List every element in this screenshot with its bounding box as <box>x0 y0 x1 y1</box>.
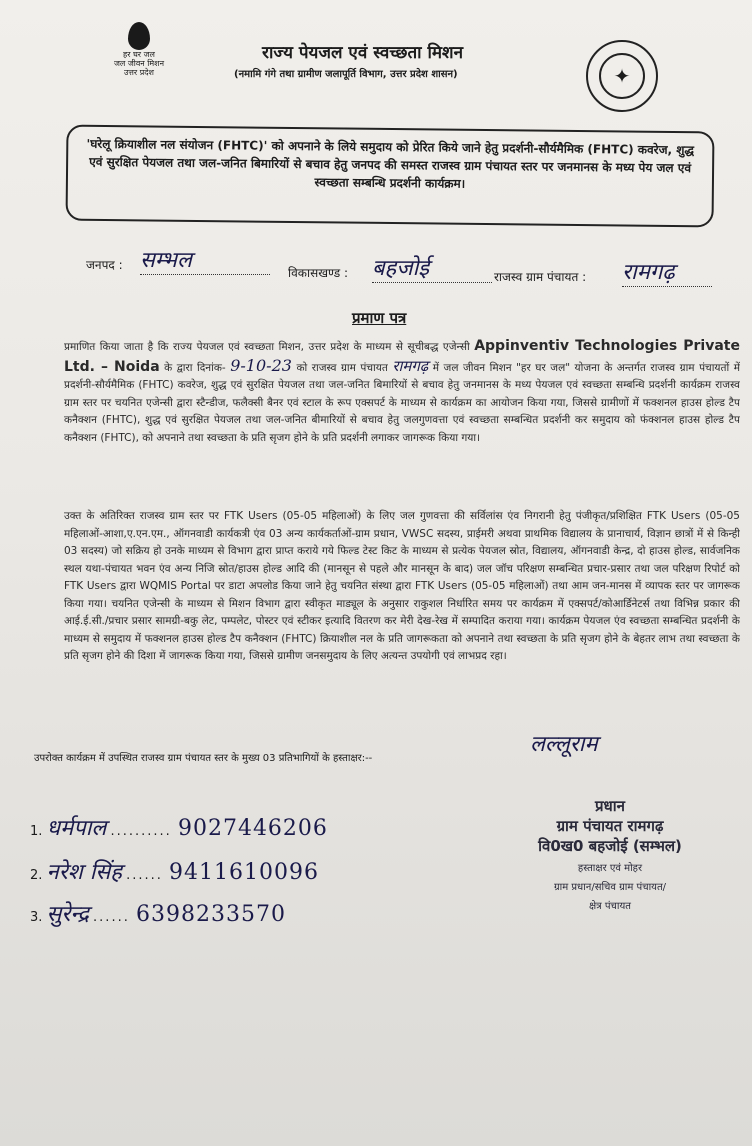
participants-intro: उपरोक्त कार्यक्रम में उपस्थित राजस्व ग्राम पंचायत स्तर के मुख्य 03 प्रतिभागियों के हस्ताक्षर:-- <box>34 753 373 764</box>
para1-intro: प्रमाणित किया जाता है कि राज्य पेयजल एवं स्वच्छता मिशन, उत्तर प्रदेश के माध्यम से सूचीबद्ध एजेन्सी <box>64 341 470 353</box>
participant-number: 3. <box>30 910 43 925</box>
paragraph-1 <box>64 338 740 508</box>
participant-row: 2. नरेश सिंह ...... 9411610096 <box>30 860 320 885</box>
certificate-title: प्रमाण पत्र <box>352 309 407 327</box>
state-seal <box>586 40 658 112</box>
logo-subtext-2: उत्तर प्रदेश <box>124 68 154 77</box>
signature-text: लल्लूराम <box>530 732 598 757</box>
village-value: रामगढ़ <box>622 256 712 287</box>
district-value: सम्भल <box>140 244 270 275</box>
participant-row: 3. सुरेन्द्र ...... 6398233570 <box>30 902 286 927</box>
village-handwritten: रामगढ़ <box>392 356 429 375</box>
participant-signature: सुरेन्द्र <box>46 902 89 927</box>
stamp-caption-2: ग्राम प्रधान/सचिव ग्राम पंचायत/ <box>553 882 667 893</box>
participant-signature: धर्मपाल <box>46 816 107 841</box>
logo-subtext: जल जीवन मिशन <box>113 59 165 68</box>
para1-rest: में जल जीवन मिशन "हर घर जल" योजना के अन्तर्गत राजस्व ग्राम पंचायतों में प्रदर्शनी-सौर्यमैमिक (FHTC) कवरेज, शुद्ध एवं सुरक्षित पेयजल तथा जल-जनित बिमारियों से बचाव हेतु जनमानस के मध्य पेयजल एवं स्वच्छता सम्बन्धि प्रदर्शनी कार्यक्रम राजस्व ग्राम स्तर पर चयनित एजेन्सी द्वारा स्टैन्डीज, फलैक्सी बैनर एवं स्टाल के रूप एक्सपर्ट के माध्यम से कार्यक्रम का आयोजन किया गया, जिससे ग्रामीणों में फक्शनल हाउस होल्ड टैप कनैक्शन (FHTC), शुद्ध एवं सुरक्षित पेयजल तथा जल-जनित बीमारियों से बचाव हेतु जलगुणवत्ता एवं स्वच्छता सम्बन्धित प्रदर्शनी कर समुदाय को फंक्शनल हाउस होल्ड टैप कनैक्शन (FHTC), को अपनाने तथा स्वच्छता के प्रति सृजग होने के प्रति प्रदर्शनी लगाकर जागरूक किया गया। <box>64 361 740 444</box>
participant-phone: 6398233570 <box>135 902 286 927</box>
logo-text: हर घर जल <box>123 50 155 59</box>
pradhan-signature <box>530 728 598 758</box>
stamp-title: प्रधान <box>595 797 625 815</box>
participant-number: 2. <box>30 868 43 883</box>
panchayat-stamp <box>506 796 714 913</box>
program-description-box: 'घरेलू क्रियाशील नल संयोजन (FHTC)' को अपनाने के लिये समुदाय को प्रेरित किये जाने हेतु प्रदर्शनी-सौर्यमैमिक (FHTC) कवरेज, शुद्ध एवं सुरक्षित पेयजल तथा जल-जनित बिमारियों से बचाव हेतु जनपद की समस्त राजस्व ग्राम पंचायत स्तर पर जनमानस के मध्य पेय जल एवं स्वच्छता सम्बन्धि प्रदर्शनी कार्यक्रम। <box>66 125 715 228</box>
program-date: 9-10-23 <box>230 355 292 375</box>
header-subtitle: (नमामि गंगे तथा ग्रामीण जलापूर्ति विभाग, उत्तर प्रदेश शासन) <box>234 69 458 80</box>
stamp-caption-3: क्षेत्र पंचायत <box>589 901 631 912</box>
har-ghar-jal-logo <box>104 22 174 77</box>
para1-date-prefix: के द्वारा दिनांक- <box>164 361 226 374</box>
header-title: राज्य पेयजल एवं स्वच्छता मिशन <box>262 43 464 63</box>
agency-name: Appinventiv Technologies Private Ltd. – Noida <box>64 338 740 375</box>
village-label: राजस्व ग्राम पंचायत : <box>494 270 587 284</box>
water-drop-icon <box>128 22 150 50</box>
para1-panchayat-prefix: को राजस्व ग्राम पंचायत <box>296 361 388 374</box>
district-label: जनपद : <box>86 258 123 272</box>
stamp-caption-1: हस्ताक्षर एवं मोहर <box>577 863 643 874</box>
seal-emblem-icon: ✦ <box>599 53 645 99</box>
stamp-line-2: वि0ख0 बहजोई (सम्भल) <box>538 837 682 855</box>
participant-phone: 9411610096 <box>169 860 320 885</box>
paragraph-2: उक्त के अतिरिक्त राजस्व ग्राम स्तर पर FTK Users (05-05 महिलाओं) के लिए जल गुणवत्ता की सर्विलांस एंव निगरानी हेतु पंजीकृत/प्रशिक्षित FTK Users (05-05 महिलाओं-आशा,ए.एन.एम., ऑगनवाडी कार्यकत्री एंव 03 अन्य कार्यकर्ताओं-ग्राम प्रधान, VWSC सदस्य, प्राईमरी अथवा प्राथमिक विद्यालय के प्रानाचार्य, विज्ञान छात्रों में से किन्ही 03 सदस्य) जो सक्रिय हो उनके माध्यम से विभाग द्वारा प्राप्त कराये गये फिल्ड टेस्ट किट के माध्यम से प्रत्येक पेयजल स्रोत, विद्यालय, ऑगनवाडी केन्द्र, दो हाउस होल्ड, सार्वजनिक स्थल यथा-पंचायत भवन एंव अन्य निजि स्रोत/हाउस होल्ड आदि की (मानसून से पहले और मानसून के बाद) जल जॉच परिक्षण सम्बन्धित प्रचार-प्रसार तथा जल परिक्षण रिपोर्ट को FTK Users द्वारा WQMIS Portal पर डाटा अपलोड किया जाने हेतु चयनित संस्था द्वारा FTK Users (05-05 महिलाओं) तथा आम जन-मानस में व्यापक स्तर पर जागरूक किया गया। चयनित एजेन्सी के माध्यम से मिशन विभाग द्वारा स्वीकृत माड्यूल के अनुसार राकुशल निर्धारित समय पर कार्यक्रम में एक्सपर्ट/कोआर्डिनेटर्स तथा विभिन्न प्रकार की आई.ई.सी./प्रचार प्रसार सामग्री-बकु लेट, पम्पलेट, पोस्टर एवं स्टीकर इत्यादि वितरण कर मेरी देख-रेख में सम्पादित कराया गया। कार्यक्रम पेयजल एंव स्वच्छता सम्बन्धित प्रदर्शनी के माध्यम से समुदाय में फक्शनल हाउस होल्ड टैप कनैक्शन (FHTC) क्रियाशील नल के प्रति जागरूकता को अपनाने तथा स्वच्छता के प्रति सृजग होने के बेहतर लाभ तथा स्वच्छता के प्रति सृजग होने की दिशा में जागरूक किया गया, जिससे ग्रामीण जनसमुदाय के लिए अत्यन्त उपयोगी एवं लाभप्रद रहा। <box>64 510 740 662</box>
participant-number: 1. <box>30 824 43 839</box>
block-value: बहजोई <box>372 252 492 283</box>
participant-row: 1. धर्मपाल .......... 9027446206 <box>30 816 328 841</box>
stamp-line-1: ग्राम पंचायत रामगढ़ <box>556 817 664 835</box>
participant-phone: 9027446206 <box>177 816 328 841</box>
participant-signature: नरेश सिंह <box>46 860 122 885</box>
block-label: विकासखण्ड : <box>288 266 349 280</box>
